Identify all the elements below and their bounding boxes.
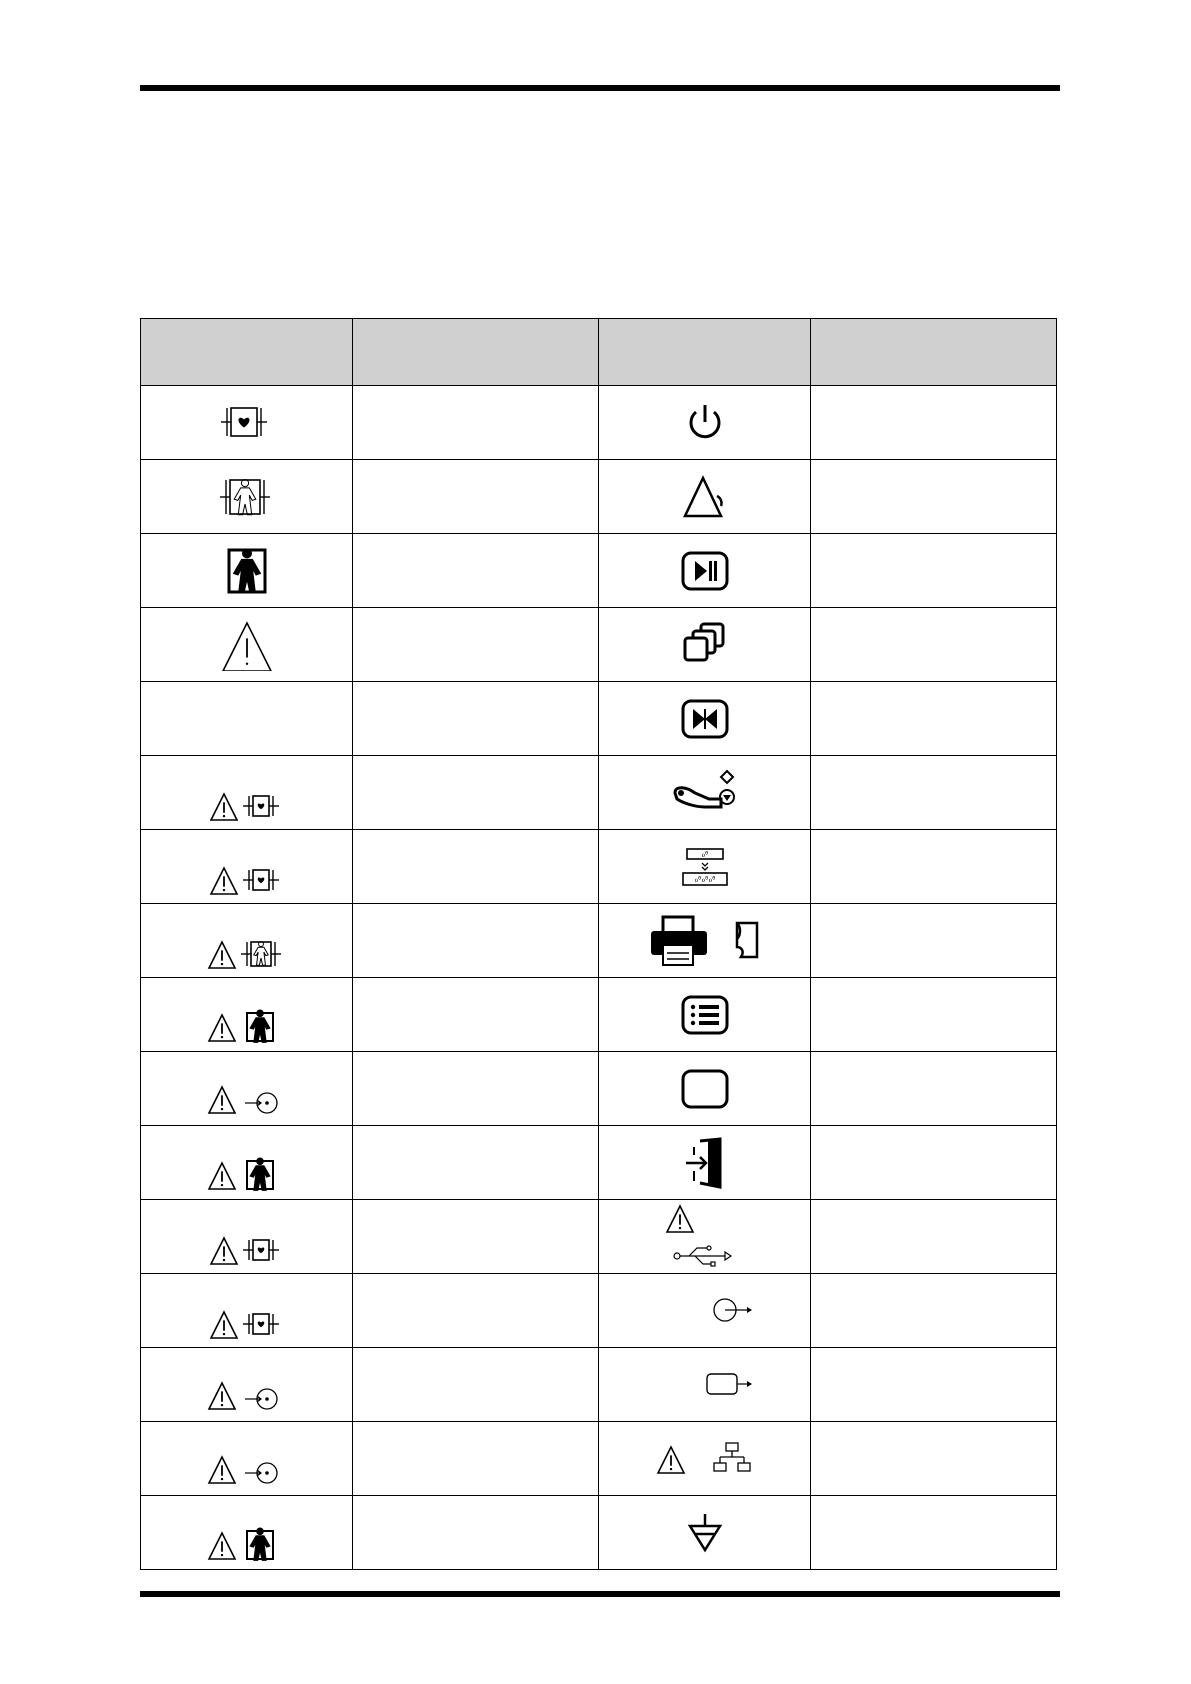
symbol-container: [599, 904, 810, 977]
table-row: [141, 830, 1057, 904]
description-cell-right: [811, 978, 1057, 1052]
symbol-cell-left: [141, 1274, 353, 1348]
symbol-cell-right: [599, 1052, 811, 1126]
caution-defib-cf-icon: [207, 788, 287, 826]
table-row: [141, 756, 1057, 830]
symbol-container: [141, 1422, 352, 1495]
symbol-cell-left: [141, 682, 353, 756]
symbol-container: [141, 830, 352, 903]
symbol-container: [599, 1052, 810, 1125]
symbol-cell-right: [599, 1200, 811, 1274]
header-symbol-1: [141, 319, 353, 386]
description-cell-left: [353, 1200, 599, 1274]
description-cell-left: [353, 534, 599, 608]
table-row: [141, 1200, 1057, 1274]
symbol-container: [599, 460, 810, 533]
description-cell-left: [353, 1052, 599, 1126]
symbol-cell-left: [141, 1348, 353, 1422]
table-row: [141, 1274, 1057, 1348]
symbol-cell-left: [141, 534, 353, 608]
symbol-container: [141, 904, 352, 977]
description-cell-right: [811, 534, 1057, 608]
description-cell-right: [811, 756, 1057, 830]
trend-list-icon: [675, 991, 735, 1039]
caution-type-bf-icon: [205, 1007, 289, 1047]
description-cell-left: [353, 1126, 599, 1200]
caution-type-bf-icon: [205, 1155, 289, 1195]
symbol-container: [599, 978, 810, 1051]
caution-defib-bf-icon: [205, 936, 289, 974]
symbol-cell-left: [141, 386, 353, 460]
symbol-container: [141, 1348, 352, 1421]
description-cell-right: [811, 386, 1057, 460]
description-cell-left: [353, 682, 599, 756]
description-cell-right: [811, 1126, 1057, 1200]
symbol-container: [599, 1496, 810, 1569]
caution-warning-icon: [217, 619, 277, 671]
svg-text:ℴᶿ: ℴᶿ: [700, 849, 709, 859]
table-row: [141, 1496, 1057, 1570]
symbol-container: [599, 1274, 810, 1347]
caution-usb-icon: [655, 1204, 755, 1270]
symbol-container: [141, 1200, 352, 1273]
symbol-container: [599, 830, 810, 903]
symbol-cell-left: [141, 460, 353, 534]
table-row: [141, 978, 1057, 1052]
description-cell-left: [353, 978, 599, 1052]
table-row: [141, 608, 1057, 682]
symbol-cell-right: [599, 756, 811, 830]
symbols-table: [140, 318, 1057, 1570]
symbol-cell-right: [599, 1348, 811, 1422]
description-cell-left: [353, 386, 599, 460]
alarm-pause-icon: [677, 472, 733, 522]
nibp-start-stop-icon: [675, 695, 735, 743]
description-cell-right: [811, 1200, 1057, 1274]
symbol-cell-left: [141, 1126, 353, 1200]
description-cell-right: [811, 1274, 1057, 1348]
table-row: [141, 1422, 1057, 1496]
header-rule: [140, 85, 1060, 91]
symbol-container: [599, 1126, 810, 1199]
symbol-container: [599, 386, 810, 459]
description-cell-right: [811, 830, 1057, 904]
freeze-play-pause-icon: [675, 547, 735, 595]
main-menu-windows-icon: [675, 620, 735, 670]
symbol-container: [599, 534, 810, 607]
symbol-container: [599, 682, 810, 755]
caution-defib-cf-icon: [207, 1232, 287, 1270]
caution-signal-input-icon: [205, 1079, 289, 1119]
description-cell-right: [811, 1052, 1057, 1126]
description-cell-left: [353, 460, 599, 534]
video-output-icon: [655, 1362, 755, 1408]
exit-door-icon: [680, 1135, 730, 1191]
symbol-cell-right: [599, 978, 811, 1052]
symbol-container: [141, 534, 352, 607]
symbol-container: [141, 1052, 352, 1125]
symbol-cell-left: [141, 1422, 353, 1496]
description-cell-right: [811, 682, 1057, 756]
header-description-1: [353, 319, 599, 386]
description-cell-left: [353, 1274, 599, 1348]
symbol-cell-left: [141, 1496, 353, 1570]
symbol-cell-right: [599, 904, 811, 978]
description-cell-right: [811, 608, 1057, 682]
type-bf-person-icon: [224, 546, 270, 596]
symbol-cell-right: [599, 1274, 811, 1348]
symbol-container: [141, 1126, 352, 1199]
symbol-cell-right: [599, 534, 811, 608]
caution-type-bf-icon: [205, 1525, 289, 1565]
description-cell-right: [811, 1422, 1057, 1496]
symbol-cell-right: [599, 1496, 811, 1570]
description-cell-left: [353, 830, 599, 904]
table-header-row: [141, 319, 1057, 386]
symbol-container: [599, 608, 810, 681]
symbol-cell-left: [141, 904, 353, 978]
symbol-container: [141, 682, 352, 755]
symbol-cell-right: [599, 608, 811, 682]
table-row: [141, 1052, 1057, 1126]
caution-defib-cf-icon: [207, 1306, 287, 1344]
symbol-container: [141, 756, 352, 829]
printer-record-icon: [645, 913, 765, 969]
symbol-container: [599, 1348, 810, 1421]
symbol-cell-right: [599, 830, 811, 904]
symbol-container: [141, 1274, 352, 1347]
symbol-cell-right: [599, 1422, 811, 1496]
header-description-2: [811, 319, 1057, 386]
symbol-container: [141, 608, 352, 681]
defib-proof-bf-person-icon: [202, 474, 292, 520]
symbol-cell-right: [599, 682, 811, 756]
table-row: [141, 460, 1057, 534]
description-cell-right: [811, 904, 1057, 978]
table-row: [141, 534, 1057, 608]
symbol-container: [599, 1200, 810, 1273]
description-cell-left: [353, 1348, 599, 1422]
description-cell-left: [353, 608, 599, 682]
footer-rule: [140, 1591, 1060, 1597]
symbol-cell-left: [141, 756, 353, 830]
symbol-cell-right: [599, 386, 811, 460]
caution-network-icon: [650, 1437, 760, 1481]
description-cell-left: [353, 904, 599, 978]
description-cell-left: [353, 756, 599, 830]
nibp-cuff-start-icon: [665, 767, 745, 819]
description-cell-left: [353, 1422, 599, 1496]
caution-signal-input-icon: [205, 1449, 289, 1489]
symbol-cell-right: [599, 460, 811, 534]
signal-output-icon: [655, 1286, 755, 1336]
equipotential-ground-icon: [680, 1510, 730, 1556]
stat-mode-icon: [675, 843, 735, 891]
power-button-icon: [682, 400, 728, 446]
table-row: [141, 682, 1057, 756]
header-symbol-2: [599, 319, 811, 386]
symbol-container: [141, 460, 352, 533]
caution-signal-input-icon: [205, 1375, 289, 1415]
symbol-container: [141, 978, 352, 1051]
description-cell-right: [811, 460, 1057, 534]
symbol-container: [599, 1422, 810, 1495]
symbol-container: [599, 756, 810, 829]
symbol-cell-left: [141, 1200, 353, 1274]
symbol-container: [141, 1496, 352, 1569]
symbol-cell-left: [141, 608, 353, 682]
symbol-cell-left: [141, 830, 353, 904]
symbol-container: [141, 386, 352, 459]
description-cell-left: [353, 1496, 599, 1570]
table-row: [141, 904, 1057, 978]
caution-defib-cf-icon: [207, 862, 287, 900]
blank-key-icon: [675, 1065, 735, 1113]
symbol-cell-left: [141, 1052, 353, 1126]
table-row: [141, 1126, 1057, 1200]
table-row: [141, 386, 1057, 460]
table-row: [141, 1348, 1057, 1422]
symbol-cell-left: [141, 978, 353, 1052]
description-cell-right: [811, 1496, 1057, 1570]
symbol-cell-right: [599, 1126, 811, 1200]
description-cell-right: [811, 1348, 1057, 1422]
defib-proof-cf-heart-icon: [207, 400, 287, 446]
svg-text:ℴᶿℴᶿℴᶿ: ℴᶿℴᶿℴᶿ: [693, 874, 716, 884]
